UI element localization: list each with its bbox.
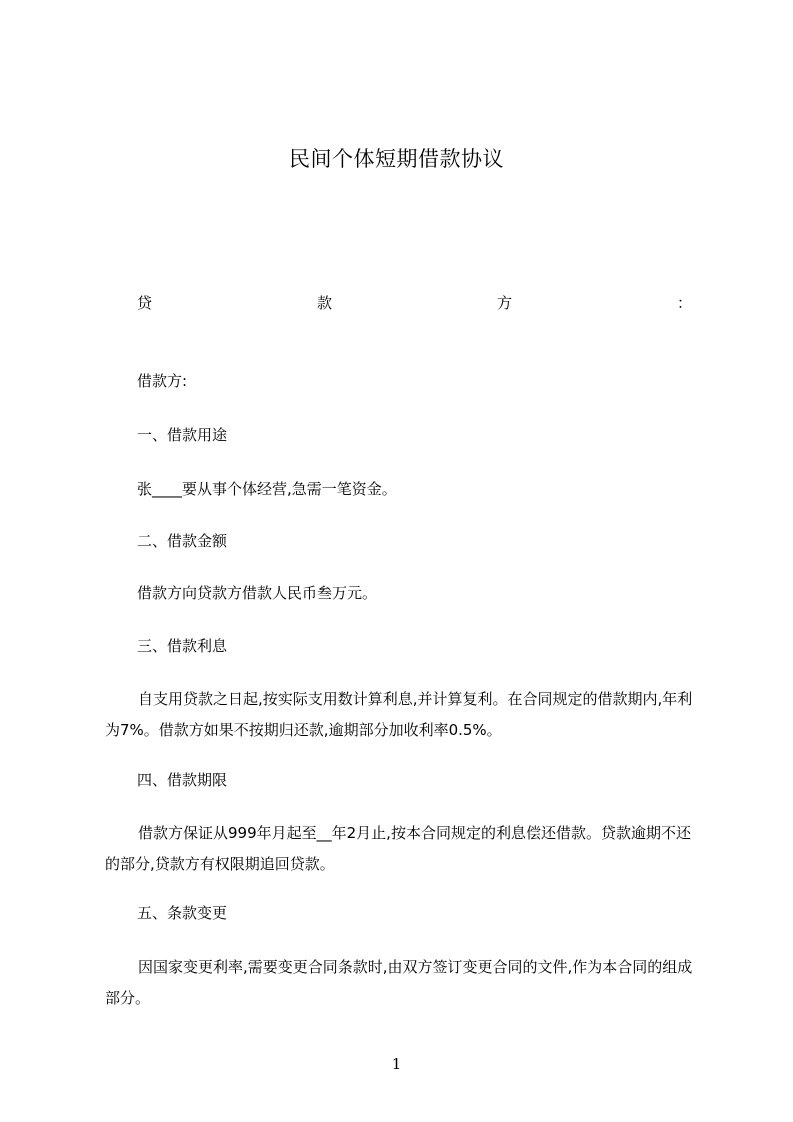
section-text-5: 因国家变更利率,需要变更合同条款时,由双方签订变更合同的文件,作为本合同的组成部分。: [105, 958, 693, 1007]
section-heading-3: 三、借款利息: [137, 637, 228, 655]
section-heading-1: 一、借款用途: [137, 426, 228, 444]
lender-char-3: 方: [496, 294, 512, 312]
section-text-2: 借款方向贷款方借款人民币叁万元。: [137, 584, 378, 602]
page-number: 1: [391, 1055, 402, 1073]
borrower-label: 借款方:: [137, 372, 188, 390]
document-title: 民间个体短期借款协议: [289, 147, 504, 171]
section-heading-2: 二、借款金额: [137, 532, 228, 550]
lender-char-1: 贷: [137, 294, 153, 312]
lender-char-4: ：: [676, 294, 692, 312]
lender-line: [137, 288, 692, 318]
section-heading-5: 五、条款变更: [137, 904, 228, 922]
section-text-1: 张____要从事个体经营,急需一笔资金。: [137, 480, 397, 498]
section-text-3: 自支用贷款之日起,按实际支用数计算利息,并计算复利。在合同规定的借款期内,年利为7%。借款方如果不按期归还款,逾期部分加收利率0.5%。: [105, 690, 693, 739]
section-heading-4: 四、借款期限: [137, 771, 228, 789]
section-text-4: 借款方保证从999年月起至__年2月止,按本合同规定的利息偿还借款。贷款逾期不还的部分,贷款方有权限期追回贷款。: [105, 824, 691, 873]
lender-char-2: 款: [316, 294, 332, 312]
